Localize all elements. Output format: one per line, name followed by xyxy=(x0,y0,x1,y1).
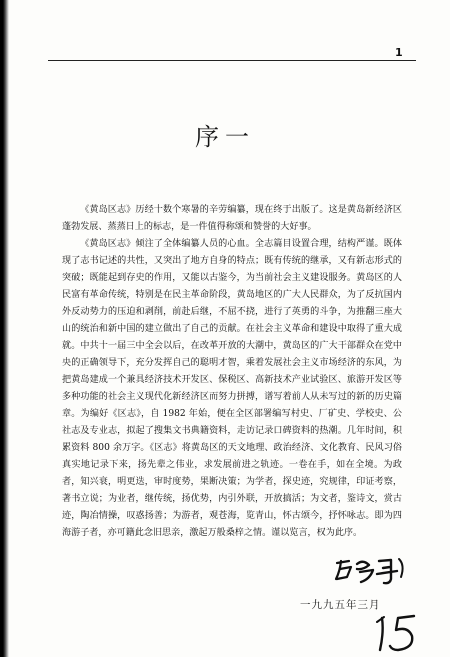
paragraph: 《黄岛区志》历经十数个寒暑的辛劳编纂，现在终于出版了。这是黄岛新经济区蓬勃发展、蒸蒸日上的标志，是一件值得称颂和赞誉的大好事。 xyxy=(62,205,402,232)
handwritten-page-number xyxy=(372,612,428,654)
paragraph: 《黄岛区志》倾注了全体编纂人员的心血。全志篇目设置合理，结构严谨。既体现了志书记述的共性，又突出了地方自身的特点；既有传统的继承，又有新志形式的突破；既能起到存史的作用，又能以古鉴今，为当前社会主义建设服务。黄岛区的人民富有革命传统，特别是在民主革命阶段，黄岛地区的广大人民群众，为了反抗国内外反动势力的压迫和剥削，前赴后继，不屈不挠，进行了英勇的斗争，为推翻三座大山的统治和新中国的建立做出了自己的贡献。在社会主义革命和建设中取得了重大成就。中共十一届三中全会以后，在改革开放的大潮中，黄岛区的广大干部群众在党中央的正确领导下，充分发挥自己的聪明才智，乘着发展社会主义市场经济的东风，为把黄岛建成一个兼具经济技术开发区、保税区、高新技术产业试验区、旅游开发区等多种功能的社会主义现代化新经济区而努力拼搏，谱写着前人从未写过的新的历史篇章。为编好《区志》，自 1982 年始，便在全区部署编写村史、厂矿史、学校史、公社志及专业志，拟起了搜集文书典籍资料，走访记录口碑资料的热潮。几年时间，积累资料 800 余万字。《区志》将黄岛区的天文地理、政治经济、文化教育、民风习俗真实地记录下来，扬先辈之伟业，求发展前进之轨迹。一卷在手，如在全境。为政者，知兴衰，明更迭，审时度势，果断决策；为学者，探史迹，究规律，印证考察，著书立说；为业者，继传统，扬优势，内引外联，开放搞活；为文者，鉴诗文，赏古迹，陶冶情操，叹惑扬善；为游者，观苍海，览青山，怀古颂今，抒怀咏志。即为四海游子者，亦可籍此念旧思亲，激起万般桑梓之情。谨以览言，权为此序。 xyxy=(62,239,402,538)
page-number: 1 xyxy=(395,46,403,59)
preface-body xyxy=(62,202,402,542)
date-line: 一九九五年三月 xyxy=(300,599,381,611)
header-rule xyxy=(48,60,416,61)
scan-edge-shadow xyxy=(0,0,9,657)
handwritten-signature xyxy=(333,555,409,591)
page-title: 序一 xyxy=(195,123,255,151)
